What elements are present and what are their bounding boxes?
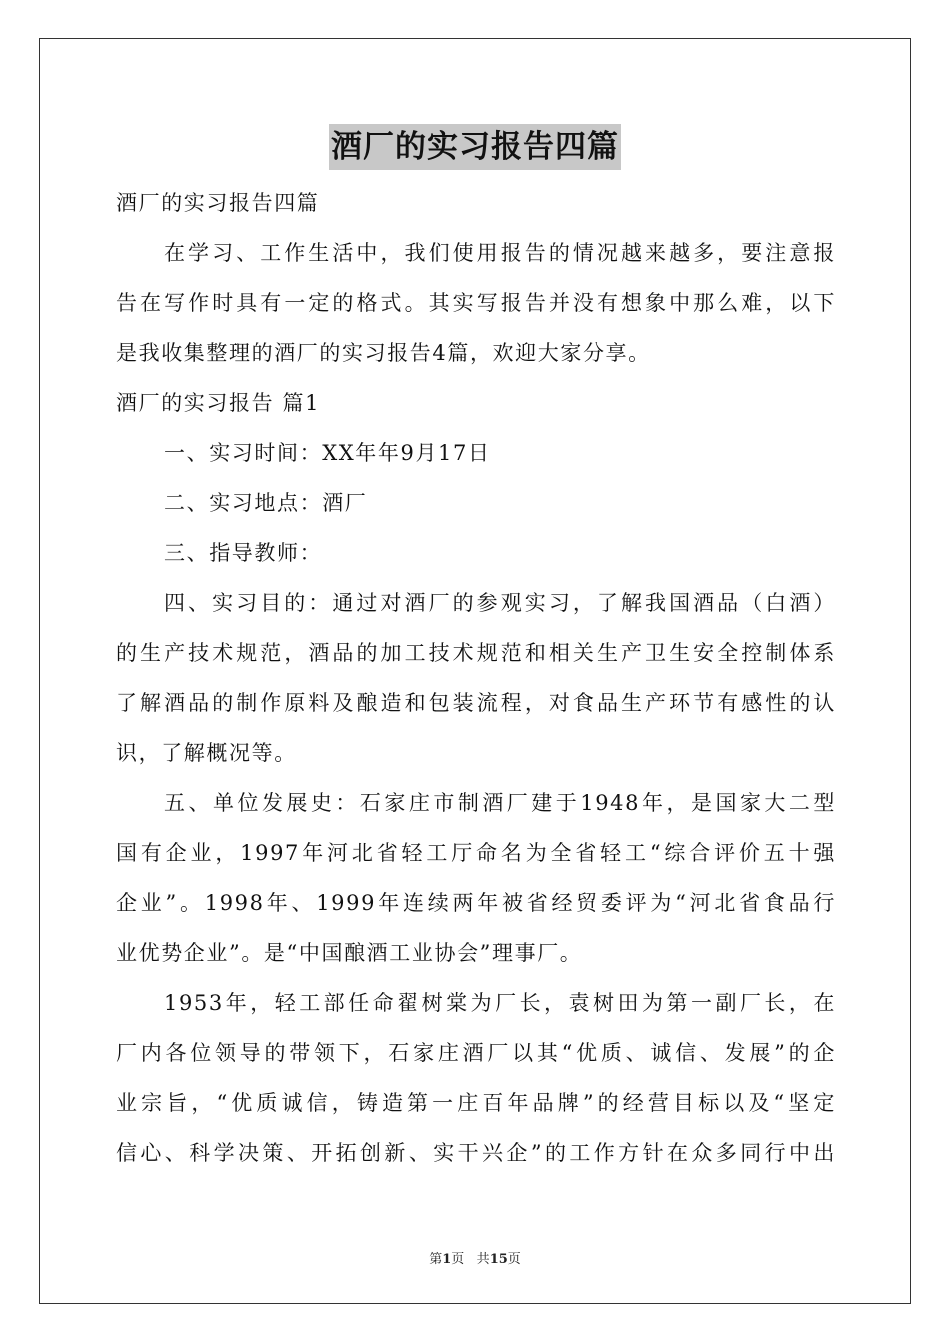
paragraph-line: 三、指导教师： bbox=[164, 541, 323, 565]
paragraph-line: 五、单位发展史：石家庄市制酒厂建于1948年，是国家大二型 bbox=[164, 791, 836, 815]
paragraph-line: 业宗旨，“优质诚信，铸造第一庄百年品牌”的经营目标以及“坚定 bbox=[116, 1091, 836, 1115]
document-title: 酒厂的实习报告四篇 bbox=[329, 124, 621, 170]
section-heading: 酒厂的实习报告 篇1 bbox=[116, 391, 321, 415]
paragraph-line: 1953年，轻工部任命翟树棠为厂长，袁树田为第一副厂长，在 bbox=[164, 991, 836, 1015]
paragraph-line: 四、实习目的：通过对酒厂的参观实习，了解我国酒品（白酒） bbox=[164, 591, 836, 615]
total-pages: 15 bbox=[489, 1252, 508, 1267]
paragraph-line: 企业”。1998年、1999年连续两年被省经贸委评为“河北省食品行 bbox=[116, 891, 836, 915]
paragraph-line: 国有企业，1997年河北省轻工厅命名为全省轻工“综合评价五十强 bbox=[116, 841, 836, 865]
page-suffix: 页 bbox=[451, 1252, 465, 1267]
paragraph-line: 在学习、工作生活中，我们使用报告的情况越来越多，要注意报 bbox=[164, 241, 836, 265]
document-body bbox=[116, 178, 836, 1178]
paragraph-line: 的生产技术规范，酒品的加工技术规范和相关生产卫生安全控制体系 bbox=[116, 641, 836, 665]
total-suffix: 页 bbox=[507, 1252, 521, 1267]
paragraph-line: 了解酒品的制作原料及酿造和包装流程，对食品生产环节有感性的认 bbox=[116, 691, 836, 715]
page-number: 1 bbox=[442, 1252, 452, 1267]
paragraph-line: 一、实习时间：XX年年9月17日 bbox=[164, 441, 491, 465]
paragraph-line: 信心、科学决策、开拓创新、实干兴企”的工作方针在众多同行中出 bbox=[116, 1141, 836, 1165]
paragraph-line: 是我收集整理的酒厂的实习报告4篇，欢迎大家分享。 bbox=[116, 341, 651, 365]
paragraph-line: 二、实习地点：酒厂 bbox=[164, 491, 368, 515]
paragraph-line: 业优势企业”。是“中国酿酒工业协会”理事厂。 bbox=[116, 941, 583, 965]
paragraph-line: 识，了解概况等。 bbox=[116, 741, 297, 765]
page-footer bbox=[0, 1248, 950, 1267]
subtitle-line: 酒厂的实习报告四篇 bbox=[116, 191, 320, 215]
paragraph-line: 告在写作时具有一定的格式。其实写报告并没有想象中那么难，以下 bbox=[116, 291, 836, 315]
paragraph-line: 厂内各位领导的带领下，石家庄酒厂以其“优质、诚信、发展”的企 bbox=[116, 1041, 836, 1065]
page-prefix: 第 bbox=[429, 1252, 443, 1267]
title-container bbox=[0, 124, 950, 170]
total-prefix: 共 bbox=[476, 1252, 490, 1267]
